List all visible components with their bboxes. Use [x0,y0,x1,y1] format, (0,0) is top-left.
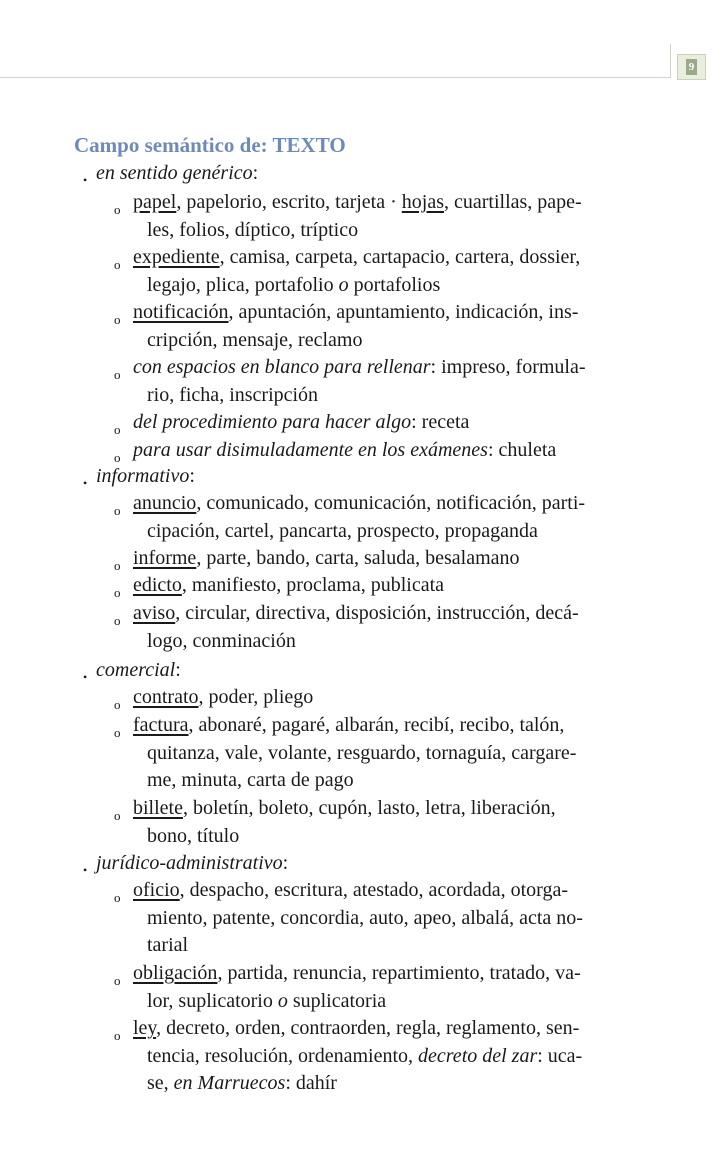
item-line [114,217,674,245]
item-text: se, [147,1072,174,1094]
key-term: ley [133,1017,157,1039]
circle-bullet-icon: o [114,367,121,382]
key-term: expediente [133,246,220,268]
item-text: lor, suplicatorio [147,989,278,1012]
item-line [114,382,674,410]
item-line [114,299,674,327]
item-text: cipación, cartel, pancarta, prospecto, propaganda [147,519,538,542]
item-line [114,684,674,712]
item-line [114,354,674,382]
italic-qualifier: decreto del zar [418,1044,538,1067]
circle-bullet-icon: o [114,558,121,573]
item-line [114,905,674,933]
item-text: tencia, resolución, ordenamiento, [147,1044,419,1067]
item-line [114,437,674,465]
item-line [114,409,674,437]
key-term: edicto [133,574,182,596]
item-line [114,327,674,355]
category-heading: • informativo: [86,463,195,489]
list-item [114,490,674,545]
category-label: jurídico-administrativo [96,852,283,874]
item-text: quitanza, vale, volante, resguardo, tornaguía, cargare- [147,741,577,764]
item-line [114,712,674,740]
list-item [114,684,674,712]
item-text: , abonaré, pagaré, albarán, recibí, recibo, talón, [188,714,565,736]
list-item [114,437,674,465]
category-heading: • jurídico-administrativo: [86,850,288,876]
item-text: , camisa, carpeta, cartapacio, cartera, dossier, [219,246,581,268]
item-text: logo, conminación [147,629,296,652]
item-text: rio, ficha, inscripción [147,383,319,406]
item-text: , decreto, orden, contraorden, regla, reglamento, sen- [156,1017,580,1039]
category-heading: • comercial: [86,657,181,683]
item-text: cripción, mensaje, reclamo [147,328,363,351]
italic-qualifier: o [338,273,349,296]
item-text: legajo, plica, portafolio [147,273,339,296]
item-line [114,244,674,272]
item-line [114,572,674,600]
header-vertical-rule [670,44,671,78]
circle-bullet-icon: o [114,697,121,712]
item-line [114,795,674,823]
item-text: , papelorio, escrito, tarjeta · [176,191,402,213]
list-item [114,299,674,354]
item-text: suplicatoria [287,989,387,1012]
list-item [114,600,674,655]
page-number-badge [677,54,706,80]
list-item [114,877,674,960]
key-term: obligación [133,962,218,984]
item-line [114,877,674,905]
item-line [114,189,674,217]
item-text: , comunicado, comunicación, notificación, parti- [196,492,586,514]
item-text: portafolios [348,273,441,296]
circle-bullet-icon: o [114,890,121,905]
italic-qualifier: para usar disimuladamente en los exámenes [133,439,488,461]
item-text: , boletín, boleto, cupón, lasto, letra, liberación, [182,797,556,819]
item-text: : impreso, formula- [430,356,586,378]
item-line [114,823,674,851]
key-term: informe [133,547,197,569]
list-item [114,409,674,437]
list-item [114,1015,674,1098]
key-term: factura [133,714,189,736]
item-line [114,628,674,656]
circle-bullet-icon: o [114,450,121,465]
list-item [114,545,674,573]
item-text: tarial [147,934,189,956]
circle-bullet-icon: o [114,808,121,823]
item-text: : uca- [537,1044,583,1067]
circle-bullet-icon: o [114,312,121,327]
list-item [114,795,674,850]
item-line [114,932,674,960]
circle-bullet-icon: o [114,257,121,272]
circle-bullet-icon: o [114,503,121,518]
list-item [114,712,674,795]
circle-bullet-icon: o [114,422,121,437]
item-line [114,740,674,768]
item-line [114,1015,674,1043]
page-number: 9 [686,59,698,75]
key-term: oficio [133,879,180,901]
italic-qualifier: del procedimiento para hacer algo [133,411,412,433]
item-line [114,545,674,573]
item-line [114,988,674,1016]
header-rule [0,0,728,85]
item-text: , despacho, escritura, atestado, acordada, otorga- [179,879,569,901]
key-term: hojas [401,191,444,213]
item-text: : dahír [285,1072,337,1094]
item-text: , poder, pliego [198,686,314,708]
header-horizontal-rule [0,77,670,78]
italic-qualifier: con espacios en blanco para rellenar [133,356,431,378]
key-term: aviso [133,602,176,624]
bullet-icon: • [83,173,88,187]
item-line [114,1070,674,1098]
italic-qualifier: en Marruecos [173,1072,286,1094]
bullet-icon: • [83,670,88,684]
category-label: en sentido genérico [96,162,253,184]
bullet-icon: • [83,863,88,877]
page-title: Campo semántico de: TEXTO [74,133,346,157]
circle-bullet-icon: o [114,613,121,628]
key-term: notificación [133,301,229,323]
item-text: me, minuta, carta de pago [147,769,354,791]
list-item [114,354,674,409]
item-text: miento, patente, concordia, auto, apeo, albalá, acta no- [147,906,583,929]
item-text: bono, título [147,824,240,847]
item-text: , manifiesto, proclama, publicata [181,574,445,596]
key-term: papel [133,191,177,213]
circle-bullet-icon: o [114,585,121,600]
italic-qualifier: o [277,989,288,1012]
list-item [114,960,674,1015]
circle-bullet-icon: o [114,1028,121,1043]
key-term: anuncio [133,492,197,514]
key-term: billete [133,797,183,819]
item-line [114,767,674,795]
item-line [114,490,674,518]
bullet-icon: • [83,476,88,490]
item-text: , circular, directiva, disposición, instrucción, decá- [175,602,579,624]
item-text: , cuartillas, pape- [444,191,582,213]
item-text: , apuntación, apuntamiento, indicación, ins- [228,301,579,323]
item-text: les, folios, díptico, tríptico [147,218,359,241]
item-line [114,960,674,988]
item-line [114,1043,674,1071]
item-line [114,600,674,628]
circle-bullet-icon: o [114,725,121,740]
item-text: : chuleta [487,439,557,461]
item-text: , partida, renuncia, repartimiento, tratado, va- [217,962,581,984]
circle-bullet-icon: o [114,202,121,217]
category-label: informativo [96,465,190,487]
item-line [114,272,674,300]
category-label: comercial [96,659,176,681]
item-line [114,518,674,546]
list-item [114,189,674,244]
item-text: : receta [411,411,470,433]
list-item [114,244,674,299]
item-text: , parte, bando, carta, saluda, besalamano [196,547,520,569]
category-heading: • en sentido genérico: [86,160,258,186]
circle-bullet-icon: o [114,973,121,988]
list-item [114,572,674,600]
key-term: contrato [133,686,199,708]
